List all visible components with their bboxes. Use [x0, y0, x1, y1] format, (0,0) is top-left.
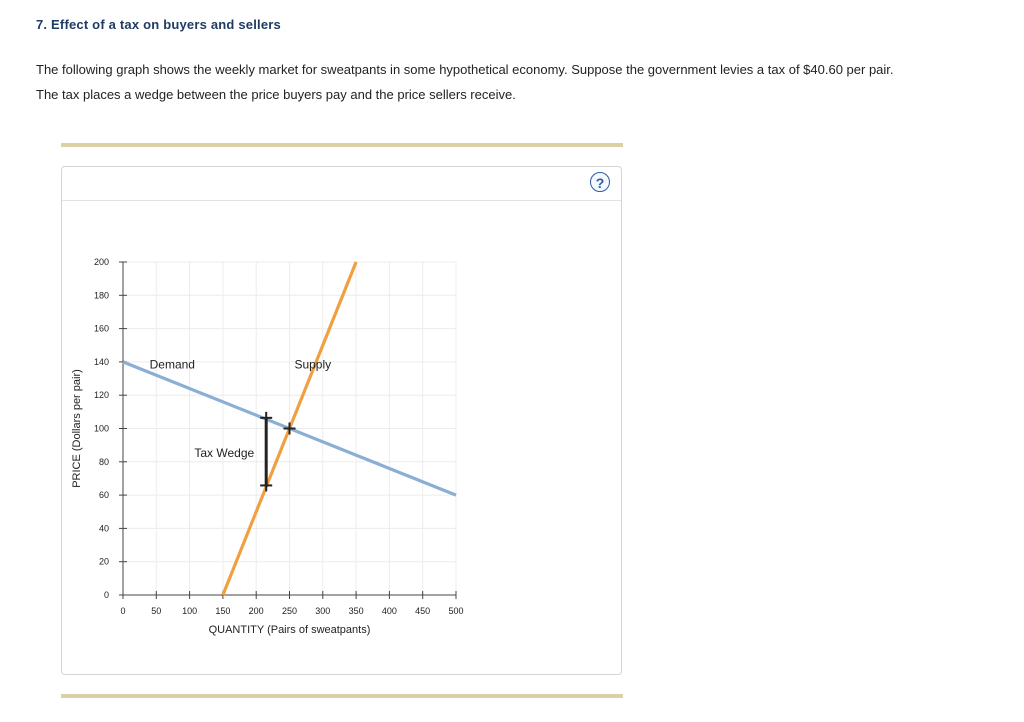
y-tick-label-120: 120: [93, 390, 109, 401]
x-tick-label-250: 250: [281, 606, 298, 616]
y-tick-label-60: 60: [98, 490, 109, 501]
tax-wedge-label: Tax Wedge: [194, 445, 255, 460]
x-tick-label-200: 200: [248, 606, 264, 616]
y-tick-label-20: 20: [98, 556, 109, 567]
question-text-line-1: The following graph shows the weekly market for sweatpants in some hypothetical economy. Suppose the government levies a tax of $40.60 per pair.: [36, 62, 894, 77]
y-tick-label-100: 100: [93, 423, 109, 434]
x-tick-label-500: 500: [448, 606, 464, 616]
x-tick-label-400: 400: [381, 606, 397, 616]
x-tick-label-350: 350: [348, 606, 364, 616]
question-text-line-2: The tax places a wedge between the price buyers pay and the price sellers receive.: [36, 87, 516, 102]
x-tick-label-450: 450: [415, 606, 431, 616]
y-tick-label-0: 0: [103, 590, 109, 600]
question-title: 7. Effect of a tax on buyers and sellers: [36, 17, 281, 32]
demand-label: Demand: [149, 357, 195, 372]
x-tick-label-100: 100: [182, 606, 198, 616]
x-tick-label-300: 300: [315, 606, 331, 616]
supply-label: Supply: [294, 357, 332, 372]
y-tick-label-200: 200: [93, 257, 109, 267]
y-tick-label-80: 80: [98, 456, 109, 467]
x-axis-title: QUANTITY (Pairs of sweatpants): [208, 624, 371, 636]
y-axis-title: PRICE (Dollars per pair): [71, 369, 83, 488]
bottom-divider: [61, 694, 623, 698]
x-tick-label-50: 50: [151, 606, 162, 616]
x-tick-label-150: 150: [215, 606, 231, 616]
question-mark-icon[interactable]: ?: [590, 172, 610, 192]
y-tick-label-40: 40: [98, 523, 109, 534]
y-tick-label-160: 160: [93, 323, 109, 334]
y-tick-label-140: 140: [93, 356, 109, 367]
y-tick-label-180: 180: [93, 290, 109, 301]
x-tick-label-0: 0: [120, 606, 126, 616]
